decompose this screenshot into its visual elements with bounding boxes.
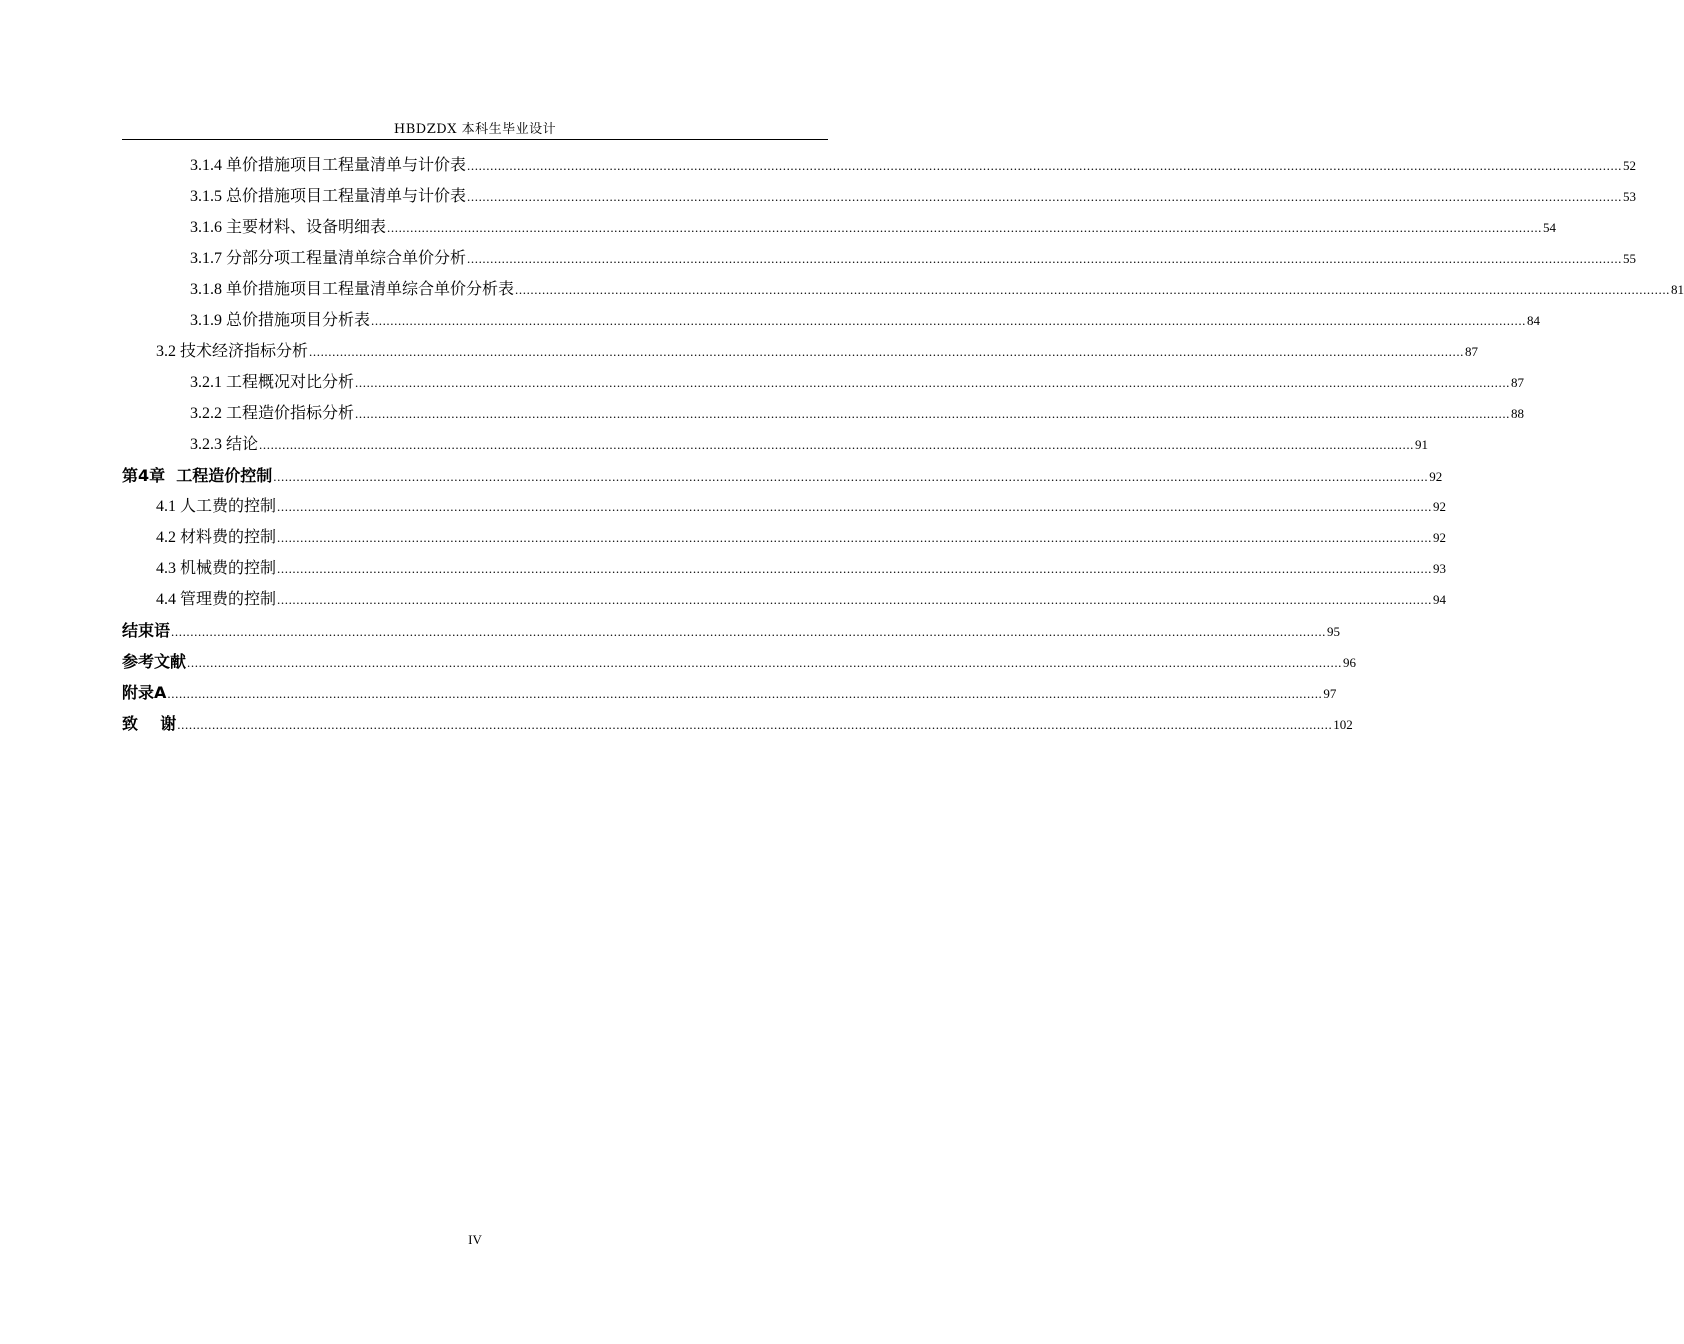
toc-entry[interactable] [122,243,1637,274]
toc-entry-page: 92 [1429,469,1443,484]
toc-entry[interactable] [122,150,1637,181]
toc-entry[interactable] [122,336,1479,367]
toc-entry-page: 53 [1623,189,1637,204]
toc-entry-label: 4.4 管理费的控制 [156,591,277,608]
toc-entry-label: 第4章 工程造价控制 [122,466,273,485]
toc-entry-page: 94 [1433,592,1447,607]
toc-entry-page: 54 [1543,220,1557,235]
toc-entry-label: 3.1.5 总价措施项目工程量清单与计价表 [190,188,467,205]
toc-dot-leader: ............................................................................................................................................................................................................................................................................................................ [177,717,1333,732]
toc-dot-leader: ............................................................................................................................................................................................................................................................................................................ [277,499,1433,514]
header-rule [122,139,828,140]
toc-entry[interactable] [122,522,1447,553]
toc-dot-leader: ............................................................................................................................................................................................................................................................................................................ [467,189,1623,204]
toc-entry-page: 87 [1511,375,1525,390]
toc-entry-label: 3.1.9 总价措施项目分析表 [190,312,371,329]
toc-entry-label: 3.1.6 主要材料、设备明细表 [190,219,387,236]
table-of-contents [122,150,1684,739]
toc-entry-label: 3.2.2 工程造价指标分析 [190,405,355,422]
toc-entry-page: 84 [1527,313,1541,328]
toc-dot-leader: ............................................................................................................................................................................................................................................................................................................ [273,469,1429,484]
toc-dot-leader: ............................................................................................................................................................................................................................................................................................................ [371,313,1527,328]
toc-entry[interactable] [122,584,1447,615]
toc-entry-page: 93 [1433,561,1447,576]
toc-entry[interactable] [122,367,1525,398]
toc-dot-leader: ............................................................................................................................................................................................................................................................................................................ [515,282,1671,297]
toc-entry-page: 52 [1623,158,1637,173]
toc-entry-label: 3.2 技术经济指标分析 [156,343,309,360]
toc-entry-page: 92 [1433,499,1447,514]
toc-entry-label: 致 谢 [122,714,177,733]
toc-entry[interactable] [122,305,1541,336]
toc-dot-leader: ............................................................................................................................................................................................................................................................................................................ [277,561,1433,576]
toc-entry-page: 97 [1323,686,1337,701]
toc-entry-page: 95 [1327,624,1341,639]
toc-entry[interactable] [122,553,1447,584]
toc-entry-label: 4.3 机械费的控制 [156,560,277,577]
toc-entry[interactable] [122,491,1447,522]
toc-entry-page: 87 [1465,344,1479,359]
toc-entry[interactable] [122,615,1341,646]
toc-dot-leader: ............................................................................................................................................................................................................................................................................................................ [467,158,1623,173]
toc-entry-label: 结束语 [122,621,171,640]
toc-dot-leader: ............................................................................................................................................................................................................................................................................................................ [467,251,1623,266]
toc-dot-leader: ............................................................................................................................................................................................................................................................................................................ [387,220,1543,235]
toc-entry-label: 3.1.7 分部分项工程量清单综合单价分析 [190,250,467,267]
toc-entry[interactable] [122,708,1353,739]
toc-entry-page: 91 [1415,437,1429,452]
toc-entry[interactable] [122,181,1637,212]
toc-entry[interactable] [122,646,1357,677]
toc-entry-page: 55 [1623,251,1637,266]
toc-entry-page: 102 [1333,717,1353,732]
toc-entry-page: 96 [1343,655,1357,670]
toc-entry-page: 81 [1671,282,1684,297]
toc-entry[interactable] [122,677,1337,708]
toc-entry[interactable] [122,429,1429,460]
page-number: IV [468,1232,482,1247]
toc-entry[interactable] [122,398,1525,429]
toc-entry-page: 92 [1433,530,1447,545]
toc-entry-label: 3.2.1 工程概况对比分析 [190,374,355,391]
toc-dot-leader: ............................................................................................................................................................................................................................................................................................................ [277,530,1433,545]
toc-entry[interactable] [122,274,1684,305]
toc-entry[interactable] [122,460,1443,491]
toc-entry-label: 3.1.8 单价措施项目工程量清单综合单价分析表 [190,281,515,298]
toc-dot-leader: ............................................................................................................................................................................................................................................................................................................ [171,624,1327,639]
toc-dot-leader: ............................................................................................................................................................................................................................................................................................................ [187,655,1343,670]
toc-entry-label: 附录A [122,683,167,702]
toc-entry-label: 4.2 材料费的控制 [156,529,277,546]
toc-dot-leader: ............................................................................................................................................................................................................................................................................................................ [259,437,1415,452]
toc-dot-leader: ............................................................................................................................................................................................................................................................................................................ [277,592,1433,607]
page-header: HBDZDX 本科生毕业设计 [393,122,557,137]
toc-dot-leader: ............................................................................................................................................................................................................................................................................................................ [355,375,1511,390]
toc-dot-leader: ............................................................................................................................................................................................................................................................................................................ [355,406,1511,421]
toc-dot-leader: ............................................................................................................................................................................................................................................................................................................ [309,344,1465,359]
toc-dot-leader: ............................................................................................................................................................................................................................................................................................................ [167,686,1323,701]
toc-entry-label: 4.1 人工费的控制 [156,498,277,515]
toc-entry-label: 参考文献 [122,652,187,671]
toc-entry[interactable] [122,212,1557,243]
toc-entry-label: 3.1.4 单价措施项目工程量清单与计价表 [190,157,467,174]
toc-entry-page: 88 [1511,406,1525,421]
toc-entry-label: 3.2.3 结论 [190,436,259,453]
